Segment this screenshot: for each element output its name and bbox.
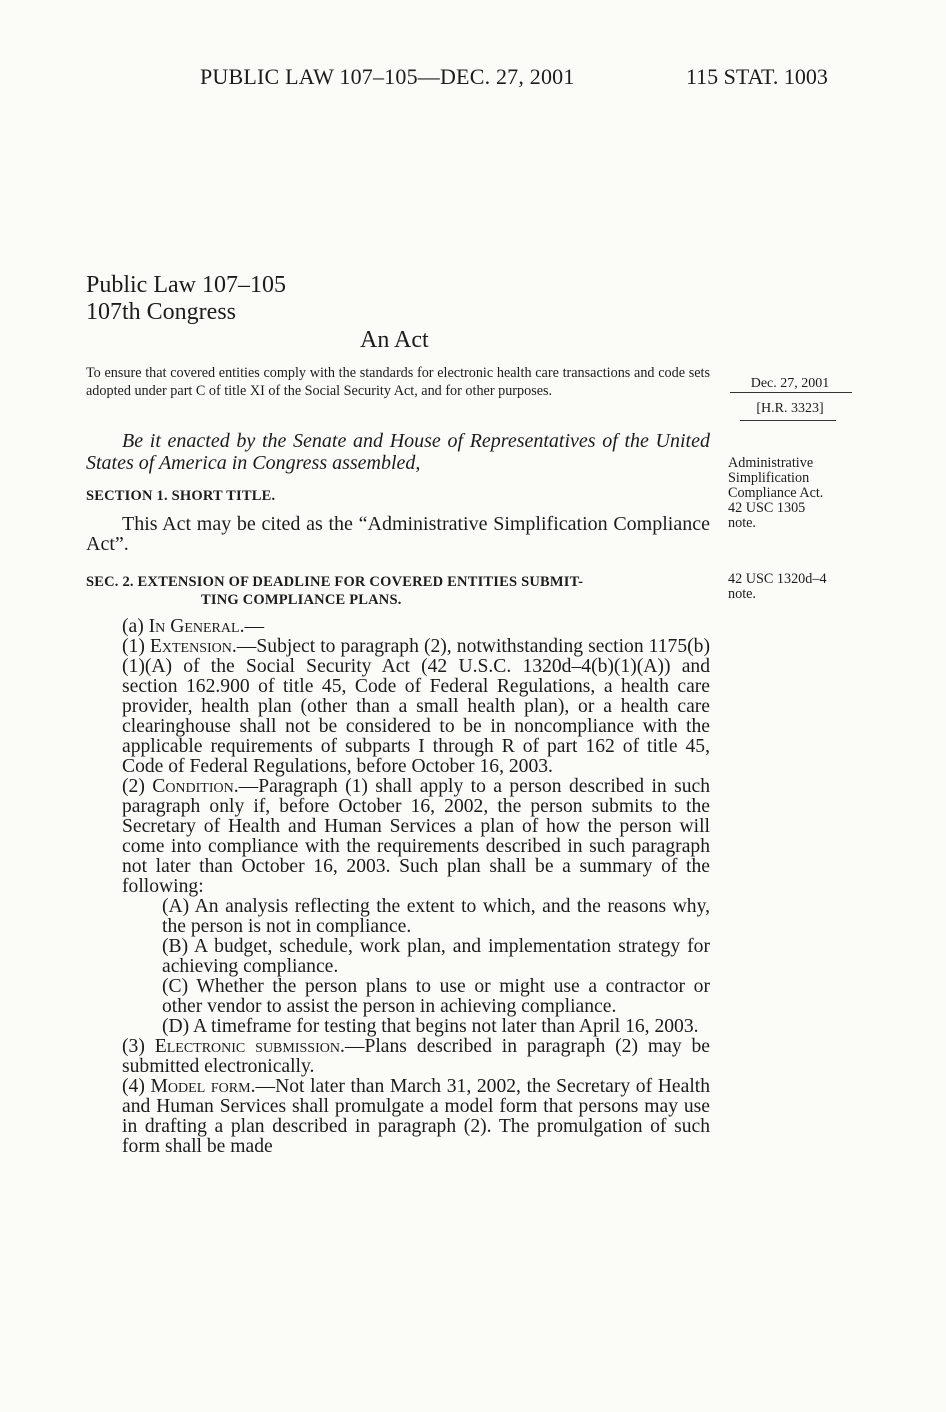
act-heading: An Act [360, 327, 429, 353]
paragraph-1: (1) Extension.—Subject to paragraph (2), notwithstanding section 1175(b)(1)(A) of the Social Security Act (42 U.S.C. 1320d–4(b)(1)(A)) and section 162.900 of title 45, Code of Federal Regulations, a health care provider, health plan (other than a small health plan), or a health care clearinghouse shall not be considered to be in noncompliance with the applicable requirements of subparts I through R of part 162 of title 45, Code of Federal Regulations, before October 16, 2003. [122, 636, 710, 777]
subparagraph-d: (D) A timeframe for testing that begins not later than April 16, 2003. [162, 1016, 699, 1037]
margin-rule [740, 420, 836, 421]
section2-body [86, 617, 710, 1157]
margin-note-usc: 42 USC 1320d–4 note. [728, 571, 827, 602]
subparagraph-c: (C) Whether the person plans to use or might use a contractor or other vendor to assist the person in achieving compliance. [162, 976, 710, 1017]
paragraph-4: (4) Model form.—Not later than March 31, 2002, the Secretary of Health and Human Services shall promulgate a model form that persons may use in drafting a plan described in paragraph (2). The promulgation of such form shall be made [122, 1076, 710, 1157]
paragraph-2: (2) Condition.—Paragraph (1) shall apply to a person described in such paragraph only if, before October 16, 2002, the person submits to the Secretary of Health and Human Services a plan of how the person will come into compliance with the requirements described in such paragraph not later than October 16, 2003. Such plan shall be a summary of the following: [122, 776, 711, 897]
section1-text: This Act may be cited as the “Administrative Simplification Compliance Act”. [86, 513, 710, 555]
margin-bill-number: [H.R. 3323] [756, 401, 824, 416]
running-header [0, 64, 946, 94]
header-law-date: PUBLIC LAW 107–105—DEC. 27, 2001 [200, 64, 575, 89]
section1-heading: SECTION 1. SHORT TITLE. [86, 488, 276, 504]
law-number: Public Law 107–105 [86, 272, 286, 298]
subsection-a: (a) In General.— [122, 616, 265, 637]
congress-number: 107th Congress [86, 299, 236, 325]
header-stat-page: 115 STAT. 1003 [686, 64, 828, 89]
paragraph-3: (3) Electronic submission.—Plans described in paragraph (2) may be submitted electronically. [122, 1036, 711, 1077]
law-title-block [86, 272, 286, 326]
margin-date: Dec. 27, 2001 [750, 376, 830, 391]
enacting-clause: Be it enacted by the Senate and House of Representatives of the United States of America in Congress assembled, [86, 430, 710, 474]
margin-note-admin: Administrative Simplification Compliance Act. 42 USC 1305 note. [728, 455, 824, 531]
section2-heading: SEC. 2. EXTENSION OF DEADLINE FOR COVERED ENTITIES SUBMIT- TING COMPLIANCE PLANS. [86, 574, 584, 608]
purpose-statement: To ensure that covered entities comply with the standards for electronic health care transactions and code sets adopted under part C of title XI of the Social Security Act, and for other purposes. [86, 365, 710, 399]
margin-rule [730, 392, 852, 393]
subparagraph-b: (B) A budget, schedule, work plan, and implementation strategy for achieving compliance. [162, 936, 710, 977]
subparagraph-a: (A) An analysis reflecting the extent to which, and the reasons why, the person is not in compliance. [162, 896, 710, 937]
